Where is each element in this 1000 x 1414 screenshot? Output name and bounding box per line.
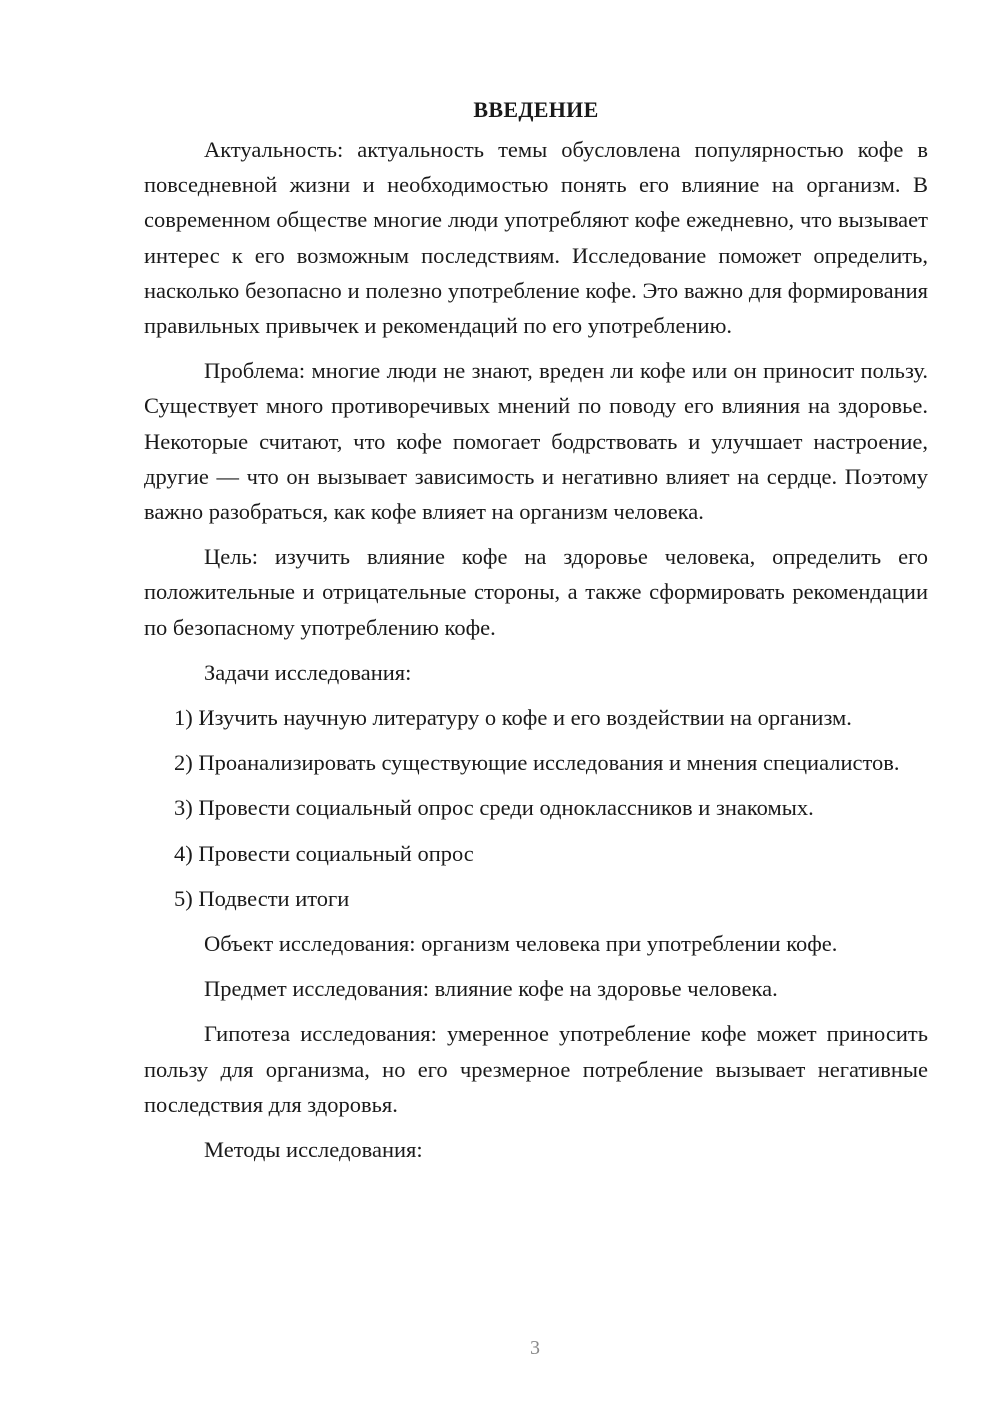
list-item: 3) Провести социальный опрос среди одноклассников и знакомых. — [174, 795, 814, 821]
paragraph-problem: Проблема: многие люди не знают, вреден ли кофе или он приносит пользу. Существует много противоречивых мнений по поводу его влияния на здоровье. Некоторые считают, что кофе помогает бодрствовать и улучшает настроение, другие — что он вызывает зависимость и негативно влияет на сердце. Поэтому важно разобраться, как кофе влияет на организм человека. — [144, 358, 928, 525]
page-number: 3 — [530, 1337, 540, 1359]
paragraph-subject: Предмет исследования: влияние кофе на здоровье человека. — [204, 976, 778, 1002]
tasks-heading: Задачи исследования: — [204, 659, 412, 685]
methods-heading: Методы исследования: — [204, 1137, 423, 1163]
list-item: 2) Проанализировать существующие исследования и мнения специалистов. — [174, 750, 900, 776]
paragraph-relevance: Актуальность: актуальность темы обусловлена популярностью кофе в повседневной жизни и необходимостью понять его влияние на организм. В современном обществе многие люди употребляют кофе ежедневно, что вызывает интерес к его возможным последствиям. Исследование поможет определить, насколько безопасно и полезно употребление кофе. Это важно для формирования правильных привычек и рекомендаций по его употреблению. — [144, 137, 928, 339]
list-item: 4) Провести социальный опрос — [174, 840, 474, 866]
list-item: 5) Подвести итоги — [174, 885, 350, 911]
page-title: ВВЕДЕНИЕ — [473, 97, 599, 122]
page-content — [144, 92, 928, 1177]
paragraph-hypothesis: Гипотеза исследования: умеренное употребление кофе может приносить пользу для организма, но его чрезмерное потребление вызывает негативные последствия для здоровья. — [144, 1021, 928, 1117]
paragraph-goal: Цель: изучить влияние кофе на здоровье человека, определить его положительные и отрицательные стороны, а также сформировать рекомендации по безопасному употреблению кофе. — [144, 544, 928, 640]
list-item: 1) Изучить научную литературу о кофе и его воздействии на организм. — [174, 705, 852, 731]
paragraph-object: Объект исследования: организм человека при употреблении кофе. — [204, 931, 838, 957]
